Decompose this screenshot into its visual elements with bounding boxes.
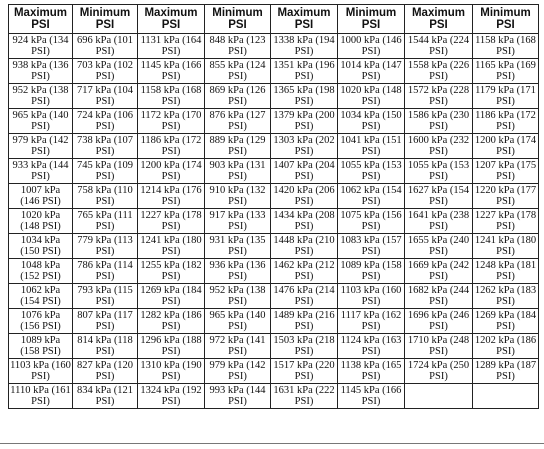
table-cell: 1462 kPa (212 PSI) xyxy=(271,259,338,284)
table-cell: 1227 kPa (178 PSI) xyxy=(138,209,205,234)
table-cell: 1145 kPa (166 PSI) xyxy=(138,59,205,84)
table-cell: 1000 kPa (146 PSI) xyxy=(338,34,405,59)
table-cell: 931 kPa (135 PSI) xyxy=(205,234,271,259)
table-row xyxy=(9,384,539,409)
table-cell: 1131 kPa (164 PSI) xyxy=(138,34,205,59)
table-cell: 779 kPa (113 PSI) xyxy=(73,234,138,259)
table-cell: 1682 kPa (244 PSI) xyxy=(405,284,473,309)
table-cell: 952 kPa (138 PSI) xyxy=(205,284,271,309)
table-cell: 1303 kPa (202 PSI) xyxy=(271,134,338,159)
column-header: Minimum PSI xyxy=(73,5,138,34)
table-cell: 855 kPa (124 PSI) xyxy=(205,59,271,84)
table-cell: 1631 kPa (222 PSI) xyxy=(271,384,338,409)
table-cell: 1055 kPa (153 PSI) xyxy=(405,159,473,184)
table-cell: 1034 kPa (150 PSI) xyxy=(338,109,405,134)
table-cell: 938 kPa (136 PSI) xyxy=(9,59,73,84)
table-cell: 1248 kPa (181 PSI) xyxy=(473,259,539,284)
table-cell: 1379 kPa (200 PSI) xyxy=(271,109,338,134)
table-row xyxy=(9,134,539,159)
table-cell: 1103 kPa (160 PSI) xyxy=(338,284,405,309)
table-cell: 1310 kPa (190 PSI) xyxy=(138,359,205,384)
table-cell: 1282 kPa (186 PSI) xyxy=(138,309,205,334)
table-cell: 696 kPa (101 PSI) xyxy=(73,34,138,59)
table-cell: 1041 kPa (151 PSI) xyxy=(338,134,405,159)
table-cell: 1627 kPa (154 PSI) xyxy=(405,184,473,209)
table-row xyxy=(9,259,539,284)
column-header: Maximum PSI xyxy=(138,5,205,34)
table-row xyxy=(9,84,539,109)
table-cell: 1186 kPa (172 PSI) xyxy=(138,134,205,159)
table-cell: 1448 kPa (210 PSI) xyxy=(271,234,338,259)
table-cell: 903 kPa (131 PSI) xyxy=(205,159,271,184)
table-row xyxy=(9,309,539,334)
table-cell: 1710 kPa (248 PSI) xyxy=(405,334,473,359)
table-cell: 993 kPa (144 PSI) xyxy=(205,384,271,409)
table-cell: 758 kPa (110 PSI) xyxy=(73,184,138,209)
table-cell: 814 kPa (118 PSI) xyxy=(73,334,138,359)
table-cell: 1200 kPa (174 PSI) xyxy=(473,134,539,159)
table-cell: 1020 kPa (148 PSI) xyxy=(9,209,73,234)
table-cell: 1269 kPa (184 PSI) xyxy=(138,284,205,309)
column-header: Minimum PSI xyxy=(473,5,539,34)
table-cell: 1600 kPa (232 PSI) xyxy=(405,134,473,159)
table-cell: 1289 kPa (187 PSI) xyxy=(473,359,539,384)
table-cell: 1407 kPa (204 PSI) xyxy=(271,159,338,184)
table-cell: 972 kPa (141 PSI) xyxy=(205,334,271,359)
table-cell: 965 kPa (140 PSI) xyxy=(205,309,271,334)
table-row xyxy=(9,159,539,184)
table-row xyxy=(9,184,539,209)
table-cell: 1110 kPa (161 PSI) xyxy=(10,385,71,407)
table-cell: 1014 kPa (147 PSI) xyxy=(338,59,405,84)
table-cell: 979 kPa (142 PSI) xyxy=(9,134,73,159)
table-cell: 724 kPa (106 PSI) xyxy=(73,109,138,134)
table-cell: 936 kPa (136 PSI) xyxy=(205,259,271,284)
bottom-rule xyxy=(0,443,544,444)
table-cell: 869 kPa (126 PSI) xyxy=(205,84,271,109)
table-cell: 910 kPa (132 PSI) xyxy=(205,184,271,209)
table-cell: 1124 kPa (163 PSI) xyxy=(338,334,405,359)
table-cell: 1062 kPa (154 PSI) xyxy=(338,184,405,209)
table-cell: 876 kPa (127 PSI) xyxy=(205,109,271,134)
table-cell: 1075 kPa (156 PSI) xyxy=(338,209,405,234)
table-cell: 738 kPa (107 PSI) xyxy=(73,134,138,159)
table-cell: 979 kPa (142 PSI) xyxy=(205,359,271,384)
table-cell: 1200 kPa (174 PSI) xyxy=(138,159,205,184)
table-cell: 1138 kPa (165 PSI) xyxy=(338,359,405,384)
table-cell: 1669 kPa (242 PSI) xyxy=(405,259,473,284)
table-cell: 1365 kPa (198 PSI) xyxy=(271,84,338,109)
table-cell: 786 kPa (114 PSI) xyxy=(73,259,138,284)
table-cell: 1544 kPa (224 PSI) xyxy=(405,34,473,59)
table-cell: 952 kPa (138 PSI) xyxy=(9,84,73,109)
table-cell: 1083 kPa (157 PSI) xyxy=(338,234,405,259)
table-cell: 848 kPa (123 PSI) xyxy=(205,34,271,59)
table-cell: 1062 kPa (154 PSI) xyxy=(9,284,73,309)
table-cell: 834 kPa (121 PSI) xyxy=(73,384,138,409)
table-cell: 1145 kPa (166 PSI) xyxy=(338,384,405,409)
table-cell: 827 kPa (120 PSI) xyxy=(73,359,138,384)
table-cell: 889 kPa (129 PSI) xyxy=(205,134,271,159)
table-cell: 1241 kPa (180 PSI) xyxy=(138,234,205,259)
table-cell: 1351 kPa (196 PSI) xyxy=(271,59,338,84)
table-cell: 1214 kPa (176 PSI) xyxy=(138,184,205,209)
table-cell: 1055 kPa (153 PSI) xyxy=(338,159,405,184)
column-header: Maximum PSI xyxy=(271,5,338,34)
table-cell: 1179 kPa (171 PSI) xyxy=(473,84,539,109)
column-header: Minimum PSI xyxy=(205,5,271,34)
table-cell: 1420 kPa (206 PSI) xyxy=(271,184,338,209)
table-row xyxy=(9,334,539,359)
table-row xyxy=(9,234,539,259)
header-row xyxy=(9,5,539,34)
table-cell: 1172 kPa (170 PSI) xyxy=(138,109,205,134)
table-cell: 1655 kPa (240 PSI) xyxy=(405,234,473,259)
table-cell: 1220 kPa (177 PSI) xyxy=(473,184,539,209)
table-cell: 703 kPa (102 PSI) xyxy=(73,59,138,84)
table-cell: 933 kPa (144 PSI) xyxy=(9,159,73,184)
table-cell: 745 kPa (109 PSI) xyxy=(73,159,138,184)
table-cell: 793 kPa (115 PSI) xyxy=(73,284,138,309)
table-cell xyxy=(405,384,473,409)
table-cell: 1020 kPa (148 PSI) xyxy=(338,84,405,109)
table-cell: 1269 kPa (184 PSI) xyxy=(473,309,539,334)
table-cell: 765 kPa (111 PSI) xyxy=(73,209,138,234)
table-cell: 1696 kPa (246 PSI) xyxy=(405,309,473,334)
table-cell: 1641 kPa (238 PSI) xyxy=(405,209,473,234)
table-cell: 1158 kPa (168 PSI) xyxy=(473,34,539,59)
table-cell: 1227 kPa (178 PSI) xyxy=(473,209,539,234)
table-cell: 1255 kPa (182 PSI) xyxy=(138,259,205,284)
table-body xyxy=(9,34,539,409)
table-row xyxy=(9,34,539,59)
table-cell: 1338 kPa (194 PSI) xyxy=(271,34,338,59)
table-cell: 924 kPa (134 PSI) xyxy=(9,34,73,59)
table-cell: 1089 kPa (158 PSI) xyxy=(338,259,405,284)
table-cell: 1434 kPa (208 PSI) xyxy=(271,209,338,234)
table-cell: 1489 kPa (216 PSI) xyxy=(271,309,338,334)
table-row xyxy=(9,209,539,234)
table-cell: 1165 kPa (169 PSI) xyxy=(473,59,539,84)
table-cell: 1724 kPa (250 PSI) xyxy=(405,359,473,384)
table-cell: 1103 kPa (160 PSI) xyxy=(10,360,71,382)
table-cell: 1558 kPa (226 PSI) xyxy=(405,59,473,84)
table-cell: 1324 kPa (192 PSI) xyxy=(138,384,205,409)
table-cell: 1048 kPa (152 PSI) xyxy=(9,259,73,284)
table-cell: 1158 kPa (168 PSI) xyxy=(138,84,205,109)
table-cell: 717 kPa (104 PSI) xyxy=(73,84,138,109)
table-cell: 917 kPa (133 PSI) xyxy=(205,209,271,234)
table-row xyxy=(9,109,539,134)
table-cell: 1572 kPa (228 PSI) xyxy=(405,84,473,109)
table-cell xyxy=(473,384,539,409)
table-cell: 1262 kPa (183 PSI) xyxy=(473,284,539,309)
table-cell: 1476 kPa (214 PSI) xyxy=(271,284,338,309)
table-cell: 1586 kPa (230 PSI) xyxy=(405,109,473,134)
pressure-table xyxy=(8,4,539,409)
table-cell: 1007 kPa (146 PSI) xyxy=(9,184,73,209)
column-header: Minimum PSI xyxy=(338,5,405,34)
table-cell: 1296 kPa (188 PSI) xyxy=(138,334,205,359)
table-cell: 1117 kPa (162 PSI) xyxy=(338,309,405,334)
column-header: Maximum PSI xyxy=(9,5,73,34)
table-cell: 1034 kPa (150 PSI) xyxy=(9,234,73,259)
table-cell: 1517 kPa (220 PSI) xyxy=(271,359,338,384)
table-cell: 1089 kPa (158 PSI) xyxy=(9,334,73,359)
table-cell: 1207 kPa (175 PSI) xyxy=(473,159,539,184)
table-cell: 1241 kPa (180 PSI) xyxy=(473,234,539,259)
table-row xyxy=(9,284,539,309)
table-cell: 1503 kPa (218 PSI) xyxy=(271,334,338,359)
table-cell: 1076 kPa (156 PSI) xyxy=(9,309,73,334)
table-cell: 807 kPa (117 PSI) xyxy=(73,309,138,334)
column-header: Maximum PSI xyxy=(405,5,473,34)
table-row xyxy=(9,359,539,384)
table-row xyxy=(9,59,539,84)
table-cell: 1186 kPa (172 PSI) xyxy=(473,109,539,134)
table-cell: 965 kPa (140 PSI) xyxy=(9,109,73,134)
table-cell: 1202 kPa (186 PSI) xyxy=(473,334,539,359)
